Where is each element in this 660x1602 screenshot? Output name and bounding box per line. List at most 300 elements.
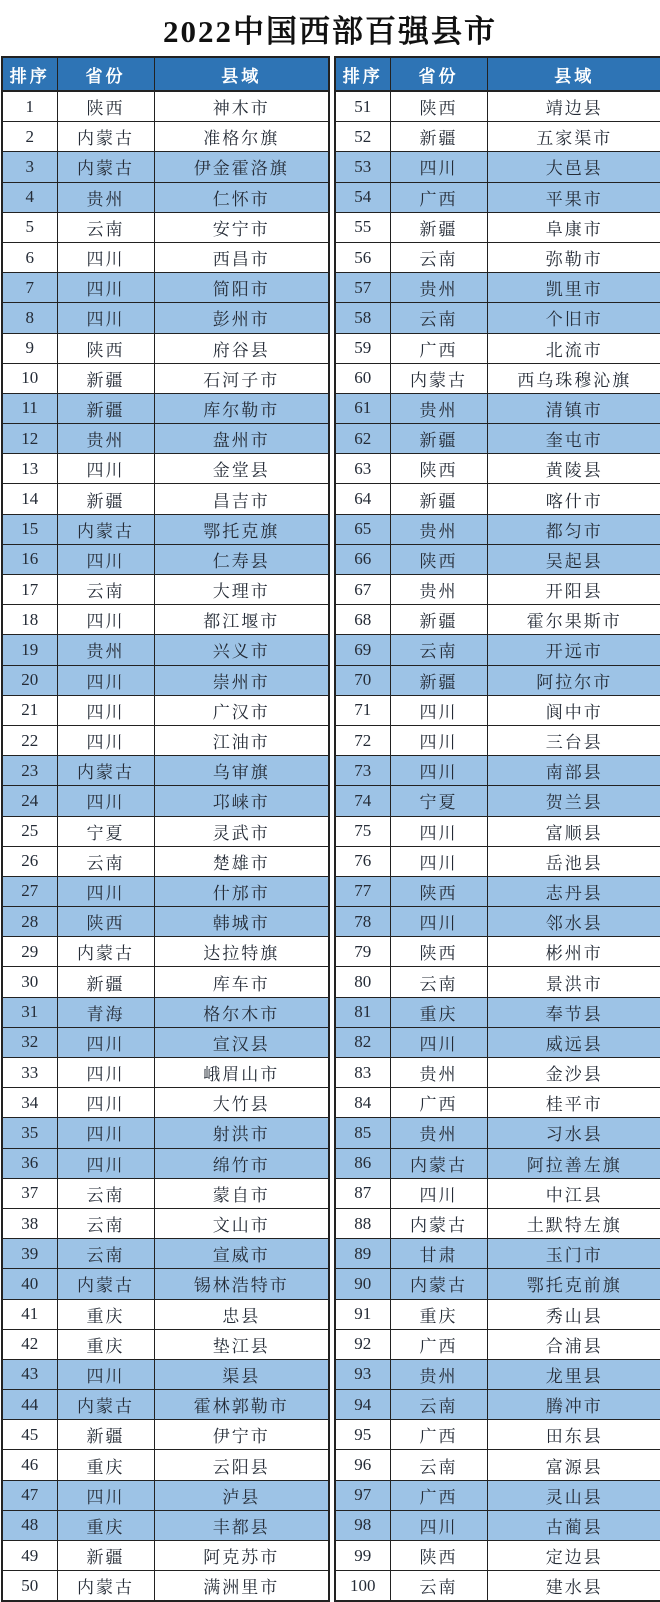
province-cell: 四川 (57, 1088, 154, 1118)
province-cell: 广西 (390, 1420, 487, 1450)
table-row (335, 333, 660, 363)
table-row (335, 1058, 660, 1088)
rank-cell: 64 (335, 484, 390, 514)
rank-cell: 50 (2, 1571, 57, 1602)
table-row (335, 1088, 660, 1118)
rank-cell: 27 (2, 876, 57, 906)
rank-cell: 90 (335, 1269, 390, 1299)
table-row (2, 786, 329, 816)
province-cell: 贵州 (390, 514, 487, 544)
rank-cell: 8 (2, 303, 57, 333)
county-cell: 大邑县 (487, 152, 660, 182)
province-cell: 陕西 (390, 937, 487, 967)
county-cell: 渠县 (154, 1359, 329, 1389)
column-header-county: 县域 (487, 57, 660, 91)
province-cell: 贵州 (390, 393, 487, 423)
table-row (335, 635, 660, 665)
province-cell: 青海 (57, 997, 154, 1027)
province-cell: 云南 (390, 1390, 487, 1420)
county-cell: 满洲里市 (154, 1571, 329, 1602)
county-cell: 韩城市 (154, 907, 329, 937)
table-row (2, 756, 329, 786)
county-cell: 简阳市 (154, 273, 329, 303)
county-cell: 南部县 (487, 756, 660, 786)
province-cell: 四川 (390, 816, 487, 846)
county-cell: 靖边县 (487, 91, 660, 122)
county-cell: 神木市 (154, 91, 329, 122)
province-cell: 贵州 (57, 635, 154, 665)
table-row (335, 1450, 660, 1480)
table-row (2, 937, 329, 967)
table-row (2, 273, 329, 303)
county-cell: 西乌珠穆沁旗 (487, 363, 660, 393)
county-cell: 彭州市 (154, 303, 329, 333)
table-row (335, 876, 660, 906)
county-cell: 金沙县 (487, 1058, 660, 1088)
table-row (335, 393, 660, 423)
table-row (2, 1239, 329, 1269)
table-row (335, 424, 660, 454)
table-row (335, 242, 660, 272)
ranking-table-right (334, 56, 660, 1602)
county-cell: 仁怀市 (154, 182, 329, 212)
province-cell: 宁夏 (57, 816, 154, 846)
rank-cell: 5 (2, 212, 57, 242)
rank-cell: 16 (2, 544, 57, 574)
province-cell: 四川 (390, 756, 487, 786)
rank-cell: 72 (335, 725, 390, 755)
rank-cell: 89 (335, 1239, 390, 1269)
table-row (335, 1480, 660, 1510)
rank-cell: 73 (335, 756, 390, 786)
county-cell: 建水县 (487, 1571, 660, 1602)
rank-cell: 65 (335, 514, 390, 544)
rank-cell: 56 (335, 242, 390, 272)
county-cell: 定边县 (487, 1541, 660, 1571)
province-cell: 内蒙古 (57, 1390, 154, 1420)
province-cell: 四川 (57, 1027, 154, 1057)
province-cell: 贵州 (390, 1359, 487, 1389)
province-cell: 广西 (390, 1088, 487, 1118)
province-cell: 四川 (57, 786, 154, 816)
rank-cell: 47 (2, 1480, 57, 1510)
province-cell: 重庆 (390, 1299, 487, 1329)
table-row (2, 122, 329, 152)
county-cell: 库尔勒市 (154, 393, 329, 423)
table-row (335, 182, 660, 212)
county-cell: 腾冲市 (487, 1390, 660, 1420)
province-cell: 内蒙古 (57, 152, 154, 182)
table-row (2, 182, 329, 212)
table-row (2, 635, 329, 665)
county-cell: 彬州市 (487, 937, 660, 967)
rank-cell: 54 (335, 182, 390, 212)
table-row (335, 122, 660, 152)
county-cell: 兴义市 (154, 635, 329, 665)
county-cell: 大理市 (154, 575, 329, 605)
rank-cell: 46 (2, 1450, 57, 1480)
rank-cell: 75 (335, 816, 390, 846)
province-cell: 广西 (390, 333, 487, 363)
rank-cell: 79 (335, 937, 390, 967)
county-cell: 仁寿县 (154, 544, 329, 574)
header-row (335, 57, 660, 91)
province-cell: 陕西 (57, 91, 154, 122)
county-cell: 射洪市 (154, 1118, 329, 1148)
rank-cell: 100 (335, 1571, 390, 1602)
province-cell: 云南 (390, 967, 487, 997)
county-cell: 玉门市 (487, 1239, 660, 1269)
province-cell: 新疆 (57, 1541, 154, 1571)
county-cell: 吴起县 (487, 544, 660, 574)
rank-cell: 93 (335, 1359, 390, 1389)
table-row (335, 91, 660, 122)
province-cell: 陕西 (390, 454, 487, 484)
rank-cell: 13 (2, 454, 57, 484)
province-cell: 四川 (390, 1510, 487, 1540)
rank-cell: 87 (335, 1178, 390, 1208)
province-cell: 四川 (390, 695, 487, 725)
county-cell: 土默特左旗 (487, 1208, 660, 1238)
province-cell: 四川 (57, 242, 154, 272)
province-cell: 内蒙古 (57, 937, 154, 967)
province-cell: 新疆 (390, 665, 487, 695)
column-header-province: 省份 (390, 57, 487, 91)
province-cell: 四川 (390, 846, 487, 876)
table-row (335, 152, 660, 182)
column-header-rank: 排序 (335, 57, 390, 91)
county-cell: 江油市 (154, 725, 329, 755)
county-cell: 什邡市 (154, 876, 329, 906)
rank-cell: 80 (335, 967, 390, 997)
county-cell: 桂平市 (487, 1088, 660, 1118)
county-cell: 凯里市 (487, 273, 660, 303)
province-cell: 重庆 (57, 1299, 154, 1329)
rank-cell: 88 (335, 1208, 390, 1238)
county-cell: 盘州市 (154, 424, 329, 454)
province-cell: 广西 (390, 1329, 487, 1359)
province-cell: 新疆 (390, 605, 487, 635)
province-cell: 云南 (390, 242, 487, 272)
rank-cell: 40 (2, 1269, 57, 1299)
county-cell: 合浦县 (487, 1329, 660, 1359)
county-cell: 格尔木市 (154, 997, 329, 1027)
table-row (335, 1178, 660, 1208)
province-cell: 新疆 (57, 967, 154, 997)
county-cell: 鄂托克旗 (154, 514, 329, 544)
county-cell: 丰都县 (154, 1510, 329, 1540)
rank-cell: 69 (335, 635, 390, 665)
province-cell: 四川 (57, 1118, 154, 1148)
table-row (335, 605, 660, 635)
table-row (2, 1420, 329, 1450)
county-cell: 伊金霍洛旗 (154, 152, 329, 182)
table-row (2, 424, 329, 454)
rank-cell: 48 (2, 1510, 57, 1540)
column-header-county: 县域 (154, 57, 329, 91)
county-cell: 库车市 (154, 967, 329, 997)
rank-cell: 71 (335, 695, 390, 725)
province-cell: 云南 (57, 575, 154, 605)
table-row (2, 1329, 329, 1359)
county-cell: 古蔺县 (487, 1510, 660, 1540)
county-cell: 开远市 (487, 635, 660, 665)
rank-cell: 9 (2, 333, 57, 363)
rank-cell: 15 (2, 514, 57, 544)
province-cell: 四川 (57, 1148, 154, 1178)
rank-cell: 43 (2, 1359, 57, 1389)
county-cell: 准格尔旗 (154, 122, 329, 152)
province-cell: 内蒙古 (390, 1148, 487, 1178)
county-cell: 霍尔果斯市 (487, 605, 660, 635)
province-cell: 内蒙古 (57, 1269, 154, 1299)
county-cell: 楚雄市 (154, 846, 329, 876)
county-cell: 阆中市 (487, 695, 660, 725)
county-cell: 贺兰县 (487, 786, 660, 816)
rank-cell: 19 (2, 635, 57, 665)
table-row (2, 91, 329, 122)
rank-cell: 32 (2, 1027, 57, 1057)
province-cell: 云南 (390, 303, 487, 333)
column-header-province: 省份 (57, 57, 154, 91)
county-cell: 弥勒市 (487, 242, 660, 272)
county-cell: 广汉市 (154, 695, 329, 725)
rank-cell: 99 (335, 1541, 390, 1571)
table-row (2, 1088, 329, 1118)
rank-cell: 77 (335, 876, 390, 906)
rank-cell: 82 (335, 1027, 390, 1057)
county-cell: 崇州市 (154, 665, 329, 695)
table-row (2, 393, 329, 423)
county-cell: 阜康市 (487, 212, 660, 242)
rank-cell: 33 (2, 1058, 57, 1088)
province-cell: 宁夏 (390, 786, 487, 816)
page-title: 2022中国西部百强县市 (163, 13, 497, 49)
table-row (2, 152, 329, 182)
rank-cell: 76 (335, 846, 390, 876)
rank-cell: 12 (2, 424, 57, 454)
county-cell: 五家渠市 (487, 122, 660, 152)
rank-cell: 91 (335, 1299, 390, 1329)
table-row (335, 212, 660, 242)
table-row (335, 544, 660, 574)
province-cell: 新疆 (57, 1420, 154, 1450)
province-cell: 陕西 (390, 1541, 487, 1571)
rank-cell: 68 (335, 605, 390, 635)
county-cell: 鄂托克前旗 (487, 1269, 660, 1299)
province-cell: 云南 (57, 1178, 154, 1208)
table-row (335, 695, 660, 725)
table-row (335, 1148, 660, 1178)
county-cell: 都江堰市 (154, 605, 329, 635)
province-cell: 陕西 (57, 907, 154, 937)
county-cell: 文山市 (154, 1208, 329, 1238)
province-cell: 陕西 (390, 876, 487, 906)
table-row (2, 363, 329, 393)
province-cell: 贵州 (57, 424, 154, 454)
table-row (2, 1571, 329, 1602)
county-cell: 志丹县 (487, 876, 660, 906)
rank-cell: 26 (2, 846, 57, 876)
county-cell: 田东县 (487, 1420, 660, 1450)
header-row (2, 57, 329, 91)
rank-cell: 62 (335, 424, 390, 454)
table-row (2, 997, 329, 1027)
rank-cell: 67 (335, 575, 390, 605)
table-row (335, 273, 660, 303)
county-cell: 平果市 (487, 182, 660, 212)
county-cell: 北流市 (487, 333, 660, 363)
rank-cell: 24 (2, 786, 57, 816)
rank-cell: 81 (335, 997, 390, 1027)
province-cell: 四川 (57, 273, 154, 303)
rank-cell: 14 (2, 484, 57, 514)
province-cell: 四川 (57, 1359, 154, 1389)
province-cell: 云南 (57, 212, 154, 242)
table-row (335, 967, 660, 997)
county-cell: 霍林郭勒市 (154, 1390, 329, 1420)
rank-cell: 86 (335, 1148, 390, 1178)
rank-cell: 11 (2, 393, 57, 423)
province-cell: 四川 (390, 1178, 487, 1208)
table-row (2, 1058, 329, 1088)
county-cell: 泸县 (154, 1480, 329, 1510)
province-cell: 内蒙古 (57, 514, 154, 544)
county-cell: 大竹县 (154, 1088, 329, 1118)
county-cell: 乌审旗 (154, 756, 329, 786)
province-cell: 新疆 (390, 212, 487, 242)
rank-cell: 22 (2, 725, 57, 755)
rank-cell: 92 (335, 1329, 390, 1359)
province-cell: 新疆 (390, 424, 487, 454)
rank-cell: 57 (335, 273, 390, 303)
county-cell: 岳池县 (487, 846, 660, 876)
table-row (335, 756, 660, 786)
rank-cell: 53 (335, 152, 390, 182)
table-row (335, 997, 660, 1027)
rank-cell: 34 (2, 1088, 57, 1118)
province-cell: 贵州 (390, 273, 487, 303)
rank-cell: 74 (335, 786, 390, 816)
county-cell: 灵山县 (487, 1480, 660, 1510)
rank-cell: 38 (2, 1208, 57, 1238)
rank-cell: 41 (2, 1299, 57, 1329)
table-row (335, 1420, 660, 1450)
county-cell: 峨眉山市 (154, 1058, 329, 1088)
county-cell: 府谷县 (154, 333, 329, 363)
county-cell: 龙里县 (487, 1359, 660, 1389)
table-row (335, 1359, 660, 1389)
table-row (335, 484, 660, 514)
province-cell: 新疆 (390, 122, 487, 152)
county-cell: 昌吉市 (154, 484, 329, 514)
rank-cell: 28 (2, 907, 57, 937)
province-cell: 贵州 (390, 1058, 487, 1088)
table-row (2, 544, 329, 574)
province-cell: 云南 (57, 1208, 154, 1238)
table-row (2, 846, 329, 876)
province-cell: 云南 (57, 846, 154, 876)
table-body-left (2, 91, 329, 1601)
rank-cell: 37 (2, 1178, 57, 1208)
province-cell: 新疆 (57, 393, 154, 423)
table-row (335, 454, 660, 484)
rank-cell: 2 (2, 122, 57, 152)
county-cell: 锡林浩特市 (154, 1269, 329, 1299)
province-cell: 广西 (390, 1480, 487, 1510)
province-cell: 内蒙古 (57, 1571, 154, 1602)
province-cell: 四川 (57, 1058, 154, 1088)
county-cell: 阿克苏市 (154, 1541, 329, 1571)
rank-cell: 30 (2, 967, 57, 997)
table-row (2, 575, 329, 605)
table-row (335, 1269, 660, 1299)
rank-cell: 1 (2, 91, 57, 122)
county-cell: 开阳县 (487, 575, 660, 605)
county-cell: 三台县 (487, 725, 660, 755)
rank-cell: 39 (2, 1239, 57, 1269)
table-row (2, 1299, 329, 1329)
table-row (335, 907, 660, 937)
table-row (2, 1450, 329, 1480)
county-cell: 西昌市 (154, 242, 329, 272)
rank-cell: 63 (335, 454, 390, 484)
province-cell: 贵州 (390, 575, 487, 605)
table-row (2, 1208, 329, 1238)
province-cell: 内蒙古 (57, 756, 154, 786)
province-cell: 云南 (57, 1239, 154, 1269)
province-cell: 新疆 (57, 484, 154, 514)
rank-cell: 17 (2, 575, 57, 605)
table-row (335, 1510, 660, 1540)
table-row (335, 665, 660, 695)
table-row (2, 514, 329, 544)
county-cell: 达拉特旗 (154, 937, 329, 967)
province-cell: 四川 (390, 152, 487, 182)
county-cell: 富源县 (487, 1450, 660, 1480)
province-cell: 四川 (57, 876, 154, 906)
table-row (335, 514, 660, 544)
county-cell: 黄陵县 (487, 454, 660, 484)
province-cell: 四川 (57, 605, 154, 635)
rank-cell: 18 (2, 605, 57, 635)
rank-cell: 55 (335, 212, 390, 242)
table-row (335, 725, 660, 755)
county-cell: 奉节县 (487, 997, 660, 1027)
province-cell: 云南 (390, 1450, 487, 1480)
table-row (2, 665, 329, 695)
rank-cell: 4 (2, 182, 57, 212)
table-row (335, 1329, 660, 1359)
table-row (335, 575, 660, 605)
province-cell: 重庆 (390, 997, 487, 1027)
province-cell: 内蒙古 (57, 122, 154, 152)
province-cell: 贵州 (57, 182, 154, 212)
table-row (2, 1148, 329, 1178)
table-row (2, 1541, 329, 1571)
county-cell: 阿拉善左旗 (487, 1148, 660, 1178)
county-cell: 奎屯市 (487, 424, 660, 454)
county-cell: 都匀市 (487, 514, 660, 544)
rank-cell: 78 (335, 907, 390, 937)
county-cell: 金堂县 (154, 454, 329, 484)
table-row (2, 1118, 329, 1148)
table-row (2, 1510, 329, 1540)
province-cell: 四川 (57, 695, 154, 725)
county-cell: 宣威市 (154, 1239, 329, 1269)
table-row (2, 605, 329, 635)
province-cell: 内蒙古 (390, 1269, 487, 1299)
